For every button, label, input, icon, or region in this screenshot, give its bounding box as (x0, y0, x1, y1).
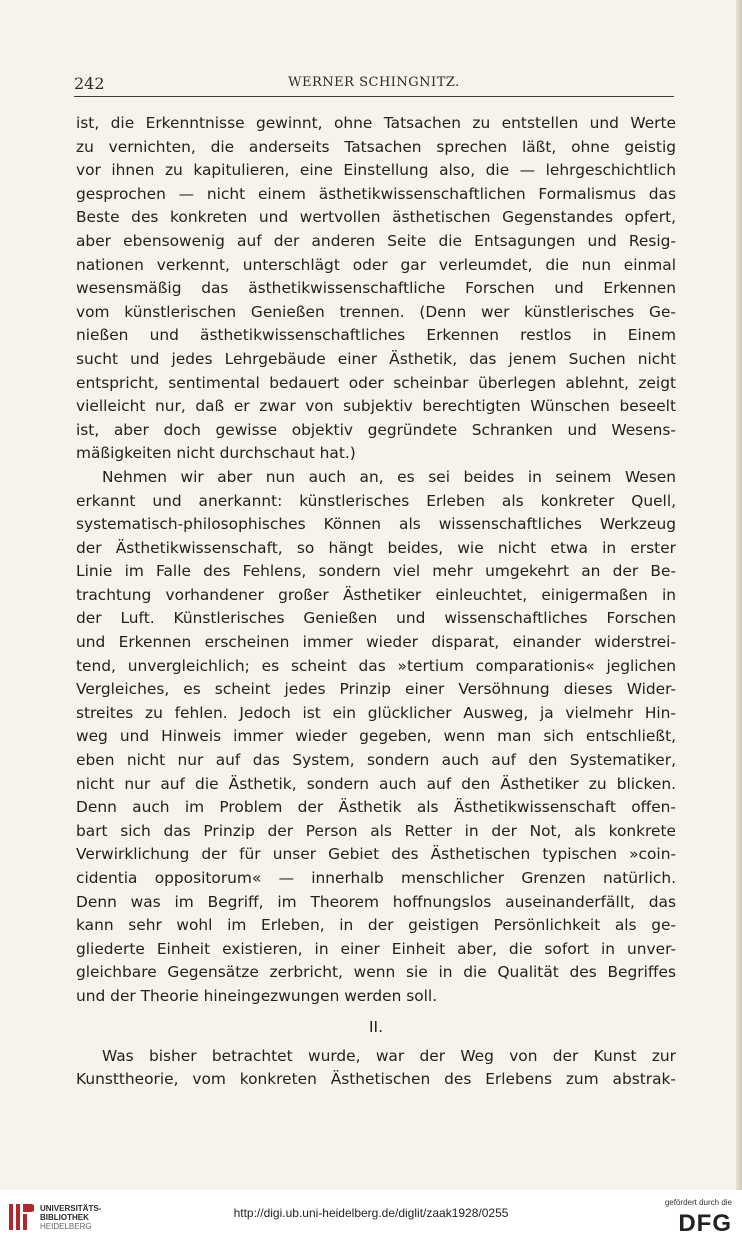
footer-bar (0, 1190, 742, 1246)
text-line: Denn was im Begriff, im Theorem hoffnungslos auseinanderfällt, das (76, 892, 676, 911)
running-head: WERNER SCHINGNITZ. (288, 75, 460, 90)
source-url-link[interactable]: http://digi.ub.uni-heidelberg.de/diglit/zaak1928/0255 (233, 1206, 509, 1220)
text-line: Vergleiches, es scheint jedes Prinzip einer Versöhnung dieses Wider- (76, 680, 676, 699)
library-name-line: BIBLIOTHEK (40, 1213, 89, 1222)
text-line: zu vernichten, die anderseits Tatsachen sprechen läßt, ohne geistig (76, 137, 676, 156)
text-line: kann sehr wohl im Erleben, in der geistigen Persönlichkeit als ge- (76, 916, 676, 935)
text-line: eben nicht nur auf das System, sondern auch auf den Systematiker, (76, 751, 676, 770)
body-text (76, 112, 676, 1092)
text-line: gesprochen — nicht einem ästhetikwissenschaftlichen Formalismus das (76, 184, 676, 203)
text-line: weg und Hinweis immer wieder gegeben, wenn man sich entschließt, (76, 727, 676, 746)
text-line: bart sich das Prinzip der Person als Retter in der Not, als konkrete (76, 821, 676, 840)
text-line: vom künstlerischen Genießen trennen. (Denn wer künstlerisches Ge- (76, 302, 676, 321)
page-header (74, 72, 674, 97)
text-line: trachtung vorhandener großer Ästhetiker einleuchtet, einigermaßen in (76, 585, 676, 604)
page-number: 242 (74, 74, 105, 93)
text-line: gliederte Einheit existieren, in einer Einheit aber, die sofort in unver- (76, 939, 676, 958)
text-line: ist, aber doch gewisse objektiv gegründete Schranken und Wesens- (76, 420, 676, 439)
text-line: ist, die Erkenntnisse gewinnt, ohne Tatsachen zu entstellen und Werte (76, 114, 676, 132)
section-heading: II. (369, 1017, 383, 1036)
text-line: wesensmäßig das ästhetikwissenschaftliche Forschen und Erkennen (76, 279, 676, 298)
text-line: Denn auch im Problem der Ästhetik als Ästhetikwissenschaft offen- (76, 798, 676, 817)
text-line: aber ebensowenig auf der anderen Seite die Entsagungen und Resig- (76, 231, 676, 250)
text-line: mäßigkeiten nicht durchschaut hat.) (76, 444, 356, 463)
text-line: und der Theorie hineingezwungen werden soll. (76, 986, 438, 1005)
text-line: Nehmen wir aber nun auch an, es sei beides in seinem Wesen (102, 467, 676, 486)
text-line: nicht nur auf die Ästhetik, sondern auch auf den Ästhetiker zu blicken. (76, 774, 676, 793)
text-line: nießen und ästhetikwissenschaftliches Erkennen restlos in Einem (76, 326, 676, 345)
text-line: vor ihnen zu kapitulieren, eine Einstellung also, die — lehrgeschichtlich (76, 161, 676, 180)
text-line: sucht und jedes Lehrgebäude einer Ästhetik, das jenem Suchen nicht (76, 349, 676, 368)
page-edge-shadow (736, 0, 742, 1190)
text-line: tend, unvergleichlich; es scheint das »tertium comparationis« jeglichen (76, 656, 676, 675)
text-line: streites zu fehlen. Jedoch ist ein glücklicher Ausweg, ja vielmehr Hin- (76, 703, 676, 722)
text-line: Verwirklichung der für unser Gebiet des Ästhetischen typischen »coin- (76, 845, 676, 864)
text-line: gleichbare Gegensätze zerbricht, wenn sie in die Qualität des Begriffes (76, 963, 676, 982)
text-line: nationen verkennt, unterschlägt oder gar verleumdet, die nun einmal (76, 255, 676, 274)
text-line: entspricht, sentimental bedauert oder scheinbar überlegen ablehnt, zeigt (76, 373, 676, 392)
text-line: systematisch-philosophisches Können als wissenschaftliches Werkzeug (76, 515, 676, 534)
text-line: Linie im Falle des Fehlens, sondern viel mehr umgekehrt an der Be- (76, 562, 676, 581)
text-line: cidentia oppositorum« — innerhalb menschlicher Grenzen natürlich. (76, 869, 676, 887)
funding-caption: gefördert durch die (664, 1198, 732, 1207)
text-line: Was bisher betrachtet wurde, war der Weg von der Kunst zur (102, 1046, 676, 1065)
text-line: und Erkennen erscheinen immer wieder disparat, einander widerstrei- (76, 633, 676, 652)
text-line: Beste des konkreten und wertvollen ästhetischen Gegenstandes opfert, (76, 208, 676, 227)
library-name-line: HEIDELBERG (40, 1222, 92, 1231)
text-line: der Luft. Künstlerisches Genießen und wissenschaftliches Forschen (76, 609, 676, 628)
dfg-logo: DFG (678, 1210, 732, 1237)
library-name-line: UNIVERSITÄTS- (40, 1204, 102, 1213)
text-line: der Ästhetikwissenschaft, so hängt beides, wie nicht etwa in erster (76, 538, 676, 557)
text-line: vielleicht nur, daß er zwar von subjektiv berechtigten Wünschen beseelt (76, 397, 676, 416)
text-line: erkannt und anerkannt: künstlerisches Erleben als konkreter Quell, (76, 491, 676, 510)
text-line: Kunsttheorie, vom konkreten Ästhetischen des Erlebens zum abstrak- (76, 1070, 676, 1089)
